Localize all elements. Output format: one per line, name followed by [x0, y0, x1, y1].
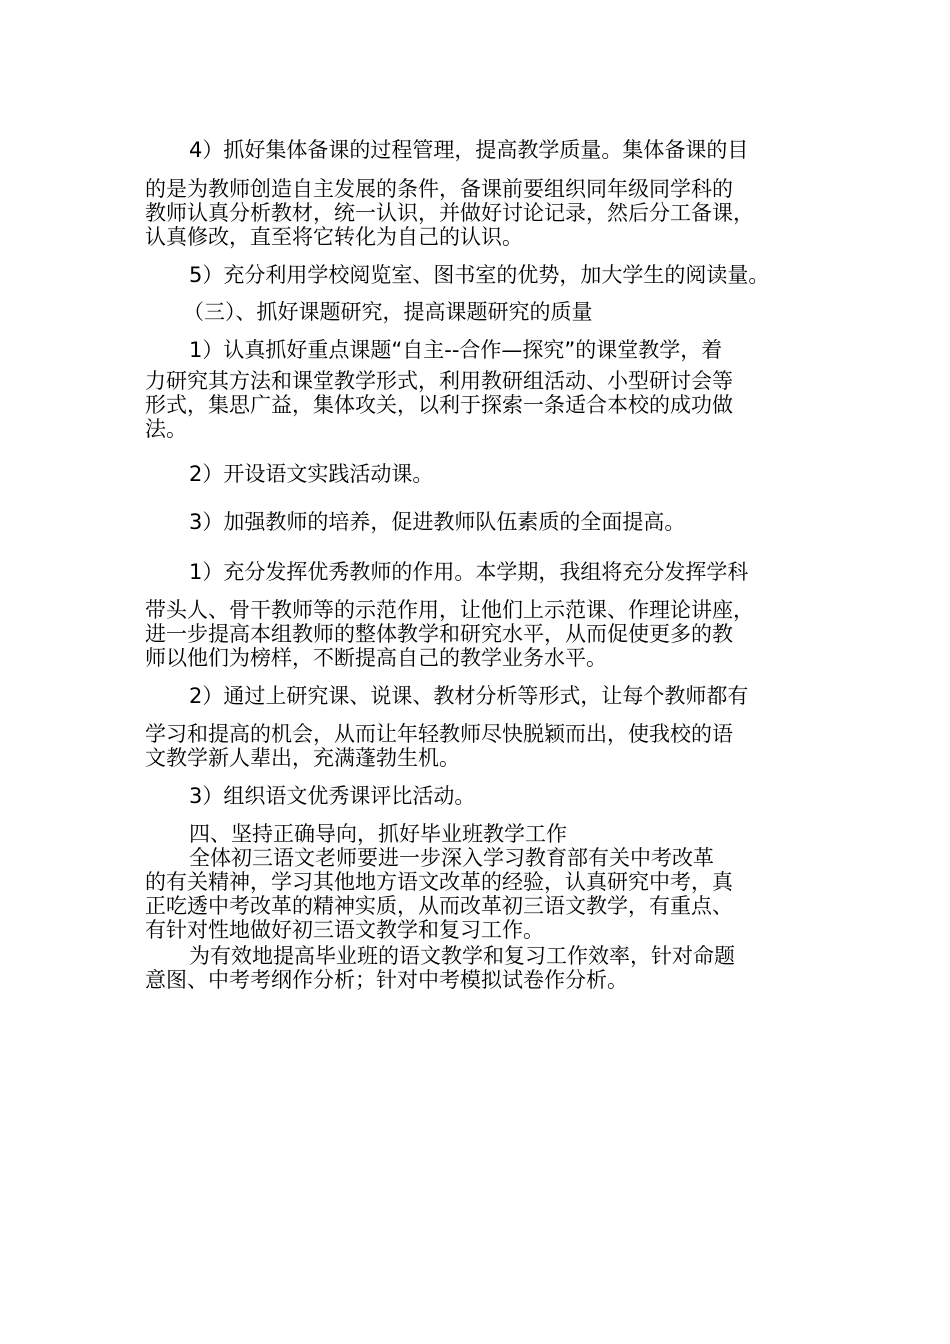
text-line: （三）、抓好课题研究，提高课题研究的质量 [183, 300, 593, 324]
text-line: 教师认真分析教材，统一认识，并做好讨论记录，然后分工备课， [145, 201, 754, 225]
text-line: 1）充分发挥优秀教师的作用。本学期，我组将充分发挥学科 [189, 560, 749, 584]
paragraph-3-teacher-training [145, 510, 813, 534]
paragraph-grade-nine-teachers [145, 846, 813, 942]
paragraph-efficiency [145, 944, 813, 992]
text-line: 有针对性地做好初三语文教学和复习工作。 [145, 918, 544, 942]
text-line: 形式，集思广益，集体攻关，以利于探索一条适合本校的成功做 [145, 393, 733, 417]
text-line: 意图、中考考纲作分析；针对中考模拟试卷作分析。 [145, 968, 628, 992]
paragraph-excellent-teachers-continued [145, 598, 813, 670]
paragraph-group-prep-continued [145, 177, 813, 249]
text-line: 学习和提高的机会，从而让年轻教师尽快脱颖而出，使我校的语 [145, 722, 733, 746]
paragraph-research-lessons-continued [145, 722, 813, 770]
text-line: 2）通过上研究课、说课、教材分析等形式，让每个教师都有 [189, 684, 749, 708]
paragraph-5-reading-room [145, 263, 813, 287]
paragraph-2-practice [145, 462, 813, 486]
text-line: 师以他们为榜样，不断提高自己的教学业务水平。 [145, 646, 607, 670]
paragraph-2-research-lessons [145, 684, 813, 708]
text-line: 正吃透中考改革的精神实质，从而改革初三语文教学，有重点、 [145, 894, 733, 918]
text-line: 2）开设语文实践活动课。 [189, 462, 434, 486]
text-line: 认真修改，直至将它转化为自己的认识。 [145, 225, 523, 249]
text-line: 为有效地提高毕业班的语文教学和复习工作效率，针对命题 [189, 944, 735, 968]
text-line: 5）充分利用学校阅览室、图书室的优势，加大学生的阅读量。 [189, 263, 770, 287]
text-line: 的有关精神，学习其他地方语文改革的经验，认真研究中考，真 [145, 870, 733, 894]
text-line: 文教学新人辈出，充满蓬勃生机。 [145, 746, 460, 770]
paragraph-4-group-prep [145, 138, 813, 162]
section-heading-research [145, 300, 813, 324]
text-line: 3）组织语文优秀课评比活动。 [189, 784, 476, 808]
text-line: 3）加强教师的培养，促进教师队伍素质的全面提高。 [189, 510, 686, 534]
paragraph-1-excellent-teachers [145, 560, 813, 584]
text-line: 4）抓好集体备课的过程管理，提高教学质量。集体备课的目 [189, 138, 749, 162]
text-line: 带头人、骨干教师等的示范作用，让他们上示范课、作理论讲座， [145, 598, 754, 622]
text-line: 进一步提高本组教师的整体教学和研究水平，从而促使更多的教 [145, 622, 733, 646]
section-heading-graduating-class [145, 822, 813, 846]
paragraph-1-key-topic [145, 338, 813, 441]
paragraph-3-competition [145, 784, 813, 808]
text-line: 全体初三语文老师要进一步深入学习教育部有关中考改革 [189, 846, 714, 870]
text-line: 四、坚持正确导向，抓好毕业班教学工作 [189, 822, 567, 846]
text-line: 法。 [145, 417, 187, 441]
text-line: 力研究其方法和课堂教学形式，利用教研组活动、小型研讨会等 [145, 369, 733, 393]
text-line: 1）认真抓好重点课题“自主--合作—探究”的课堂教学，着 [189, 338, 723, 362]
text-line: 的是为教师创造自主发展的条件，备课前要组织同年级同学科的 [145, 177, 733, 201]
